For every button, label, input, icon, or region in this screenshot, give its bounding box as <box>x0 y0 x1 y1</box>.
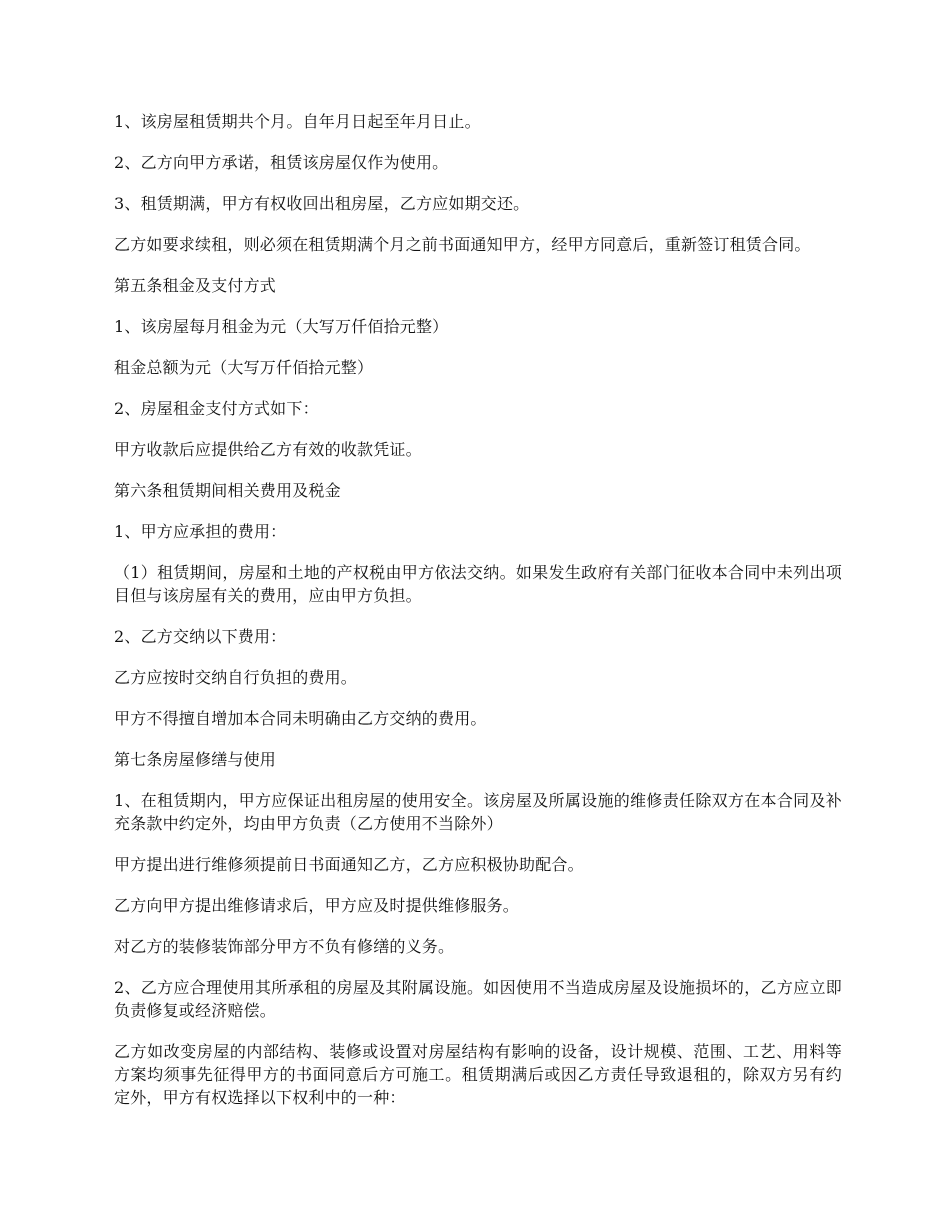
heading-article-7: 第七条房屋修缮与使用 <box>114 750 277 769</box>
paragraph-repair-notice: 甲方提出进行维修须提前日书面通知乙方，乙方应积极协助配合。 <box>114 855 584 874</box>
document-body <box>114 110 842 1127</box>
paragraph-lessee-costs: 2、乙方交纳以下费用： <box>114 627 287 646</box>
paragraph-safety-maintenance: 1、在租赁期内，甲方应保证出租房屋的使用安全。该房屋及所属设施的维修责任除双方在本合同及补充条款中约定外，均由甲方负责（乙方使用不当除外） <box>114 791 842 833</box>
paragraph-decoration: 对乙方的装修装饰部分甲方不负有修缮的义务。 <box>114 937 455 956</box>
paragraph-repair-request: 乙方向甲方提出维修请求后，甲方应及时提供维修服务。 <box>114 896 520 915</box>
paragraph-total-rent: 租金总额为元（大写万仟佰拾元整） <box>114 358 374 377</box>
paragraph-receipt: 甲方收款后应提供给乙方有效的收款凭证。 <box>114 440 422 459</box>
paragraph-lessor-costs: 1、甲方应承担的费用： <box>114 522 287 541</box>
paragraph-renewal: 乙方如要求续租，则必须在租赁期满个月之前书面通知甲方，经甲方同意后，重新签订租赁合同。 <box>114 235 811 254</box>
paragraph-proper-use: 2、乙方应合理使用其所承租的房屋及其附属设施。如因使用不当造成房屋及设施损坏的，乙方应立即负责修复或经济赔偿。 <box>114 978 842 1020</box>
paragraph-lease-term: 1、该房屋租赁期共个月。自年月日起至年月日止。 <box>114 112 481 131</box>
paragraph-no-extra-fees: 甲方不得擅自增加本合同未明确由乙方交纳的费用。 <box>114 709 487 728</box>
paragraph-structural-changes: 乙方如改变房屋的内部结构、装修或设置对房屋结构有影响的设备，设计规模、范围、工艺、用料等方案均须事先征得甲方的书面同意后方可施工。租赁期满后或因乙方责任导致退租的，除双方另有约定外，甲方有权选择以下权利中的一种： <box>114 1042 842 1107</box>
paragraph-usage-promise: 2、乙方向甲方承诺，租赁该房屋仅作为使用。 <box>114 153 449 172</box>
heading-article-6: 第六条租赁期间相关费用及税金 <box>114 481 341 500</box>
paragraph-property-tax: （1）租赁期间，房屋和土地的产权税由甲方依法交纳。如果发生政府有关部门征收本合同中未列出项目但与该房屋有关的费用，应由甲方负担。 <box>114 563 842 605</box>
paragraph-lessee-pay-on-time: 乙方应按时交纳自行负担的费用。 <box>114 668 358 687</box>
heading-article-5: 第五条租金及支付方式 <box>114 276 277 295</box>
paragraph-monthly-rent: 1、该房屋每月租金为元（大写万仟佰拾元整） <box>114 317 449 336</box>
paragraph-payment-method: 2、房屋租金支付方式如下： <box>114 399 319 418</box>
paragraph-lease-expiry: 3、租赁期满，甲方有权收回出租房屋，乙方应如期交还。 <box>114 194 530 213</box>
